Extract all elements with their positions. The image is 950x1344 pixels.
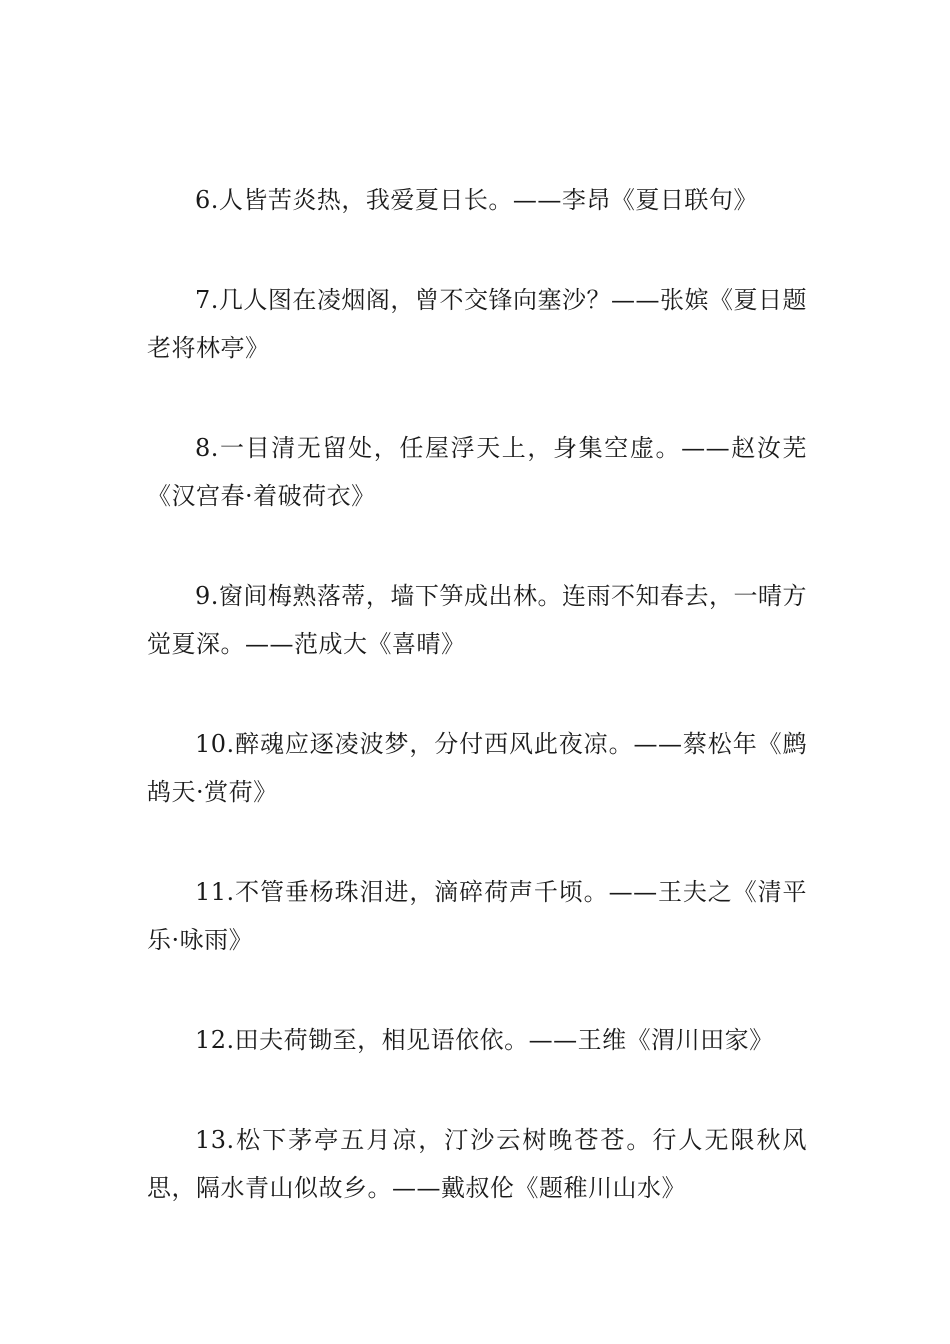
quote-paragraph-6: 6.人皆苦炎热，我爱夏日长。——李昂《夏日联句》 — [195, 186, 758, 214]
quote-paragraph-11: 11.不管垂杨珠泪进，滴碎荷声千顷。——王夫之《清平乐·咏雨》 — [147, 878, 807, 954]
quote-paragraph-9: 9.窗间梅熟落蒂，墙下笋成出林。连雨不知春去，一晴方觉夏深。——范成大《喜晴》 — [147, 582, 807, 658]
quote-paragraph-10: 10.醉魂应逐凌波梦，分付西风此夜凉。——蔡松年《鹧鸪天·赏荷》 — [147, 730, 807, 806]
quote-paragraph-12: 12.田夫荷锄至，相见语依依。——王维《渭川田家》 — [195, 1026, 774, 1054]
quote-paragraph-13: 13.松下茅亭五月凉，汀沙云树晚苍苍。行人无限秋风思，隔水青山似故乡。——戴叔伦《题稚川山水》 — [147, 1126, 807, 1202]
quote-paragraph-7: 7.几人图在凌烟阁，曾不交锋向塞沙？——张嫔《夏日题老将林亭》 — [147, 286, 807, 362]
document-body — [147, 176, 807, 1264]
quote-paragraph-8: 8.一目清无留处，任屋浮天上，身集空虚。——赵汝芜《汉宫春·着破荷衣》 — [147, 434, 807, 510]
